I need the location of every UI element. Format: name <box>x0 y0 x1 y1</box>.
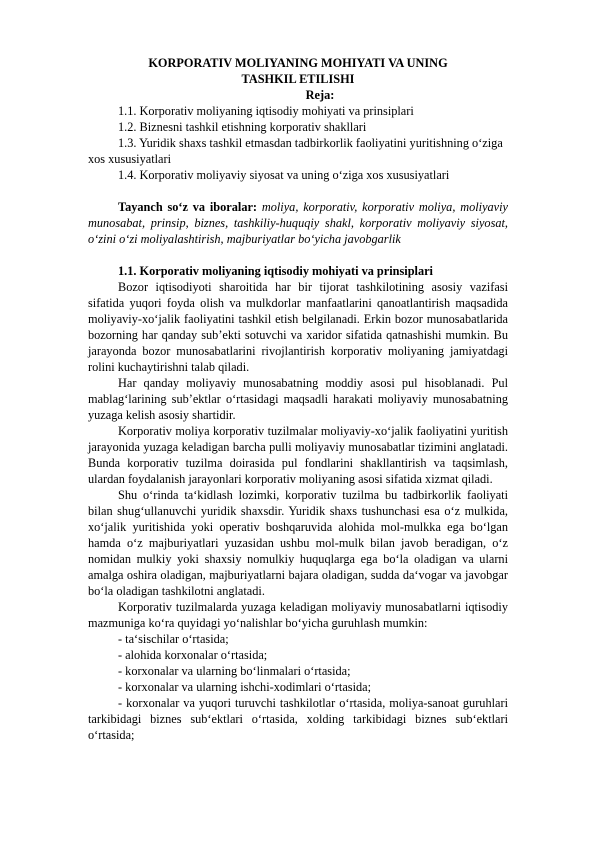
keywords-label: Tayanch so‘z va iboralar: <box>118 200 258 214</box>
section-heading: 1.1. Korporativ moliyaning iqtisodiy mohiyati va prinsiplari <box>118 264 433 278</box>
paragraph-4: Shu o‘rinda ta‘kidlash lozimki, korporativ tuzilma bu tadbirkorlik faoliyati bilan shug‘ullanuvchi yuridik shaxsdir. Yuridik shaxs tushunchasi esa o‘z mulkida, xo‘jalik yuritishida yoki operativ boshqaruvida alohida mol-mulkka ega bo‘lgan hamda o‘z majburiyatlari yuzasidan ushbu mol-mulk bilan javob beradigan, o‘z nomidan mulkiy yoki shaxsiy nomulkiy huquqlarga ega bo‘la oladigan va ularni amalga oshira oladigan, majburiyatlarni bajara oladigan, sudda da‘vogar va javobgar bo‘la oladigan tashkilotni anglatadi. <box>88 488 508 598</box>
list-item: - korxonalar va ularning ishchi-xodimlari o‘rtasida; <box>118 680 372 694</box>
title-line-2: TASHKIL ETILISHI <box>241 72 355 86</box>
list-item: - korxonalar va ularning bo‘linmalari o‘rtasida; <box>118 664 351 678</box>
paragraph-2: Har qanday moliyaviy munosabatning moddiy asosi pul hisoblanadi. Pul mablag‘larining sub’ektlar o‘rtasidagi maqsadli harakati moliyaviy munosabatning yuzaga kelish asosiy shartidir. <box>88 376 508 422</box>
paragraph-1: Bozor iqtisodiyoti sharoitida har bir tijorat tashkilotining asosiy vazifasi sifatida yuqori foyda olish va mulkdorlar manfaatlarini qanoatlantirish maqsadida moliyaviy-xo‘jalik faoliyatini tashkil etish belgilanadi. Erkin bozor munosabatlarida bozorning har qanday sub’ekti sotuvchi va xaridor sifatida qatnashishi mumkin. Bu jarayonda bozor munosabatlarini rivojlantirish korporativ moliyaning jamiyatdagi rolini kuchaytirishni talab qiladi. <box>88 280 508 374</box>
paragraph-5: Korporativ tuzilmalarda yuzaga keladigan moliyaviy munosabatlarni iqtisodiy mazmuniga ko‘ra quyidagi yo‘nalishlar bo‘yicha guruhlash mumkin: <box>88 600 508 630</box>
title-line-1: KORPORATIV MOLIYANING MOHIYATI VA UNING <box>148 56 448 70</box>
paragraph-3: Korporativ moliya korporativ tuzilmalar moliyaviy-xo‘jalik faoliyatini yuritish jarayonida yuzaga keladigan barcha pulli moliyaviy munosabatlar tizimini anglatadi. Bunda korporativ tuzilma doirasida pul fondlarini shakllantirish va taqsimlash, ulardan foydalanish jarayonlari korporativ moliyaning asosi sifatida xizmat qiladi. <box>88 424 508 486</box>
keywords-text: moliya, korporativ, korporativ moliya, moliyaviy munosabat, prinsip, biznes, tashkiliy-huquqiy shakl, korporativ moliyaviy siyosat, o‘zini o‘zi moliyalashtirish, majburiyatlar bo‘yicha javobgarlik <box>88 200 509 246</box>
document-body <box>88 55 508 743</box>
plan-heading: Reja: <box>305 88 335 102</box>
plan-item-4: 1.4. Korporativ moliyaviy siyosat va uning o‘ziga xos xususiyatlari <box>118 168 450 182</box>
list-item: - ta‘sischilar o‘rtasida; <box>118 632 229 646</box>
list-item: - korxonalar va yuqori turuvchi tashkilotlar o‘rtasida, moliya-sanoat guruhlari tarkibidagi biznes sub‘ektlari o‘rtasida, xolding tarkibidagi biznes sub‘ektlari o‘rtasida; <box>88 696 508 742</box>
list-item: - alohida korxonalar o‘rtasida; <box>118 648 268 662</box>
plan-item-3: 1.3. Yuridik shaxs tashkil etmasdan tadbirkorlik faoliyatini yuritishning o‘ziga xos xususiyatlari <box>88 136 503 166</box>
plan-item-1: 1.1. Korporativ moliyaning iqtisodiy mohiyati va prinsiplari <box>118 104 414 118</box>
plan-item-2: 1.2. Biznesni tashkil etishning korporativ shakllari <box>118 120 367 134</box>
keywords-paragraph <box>88 199 508 247</box>
